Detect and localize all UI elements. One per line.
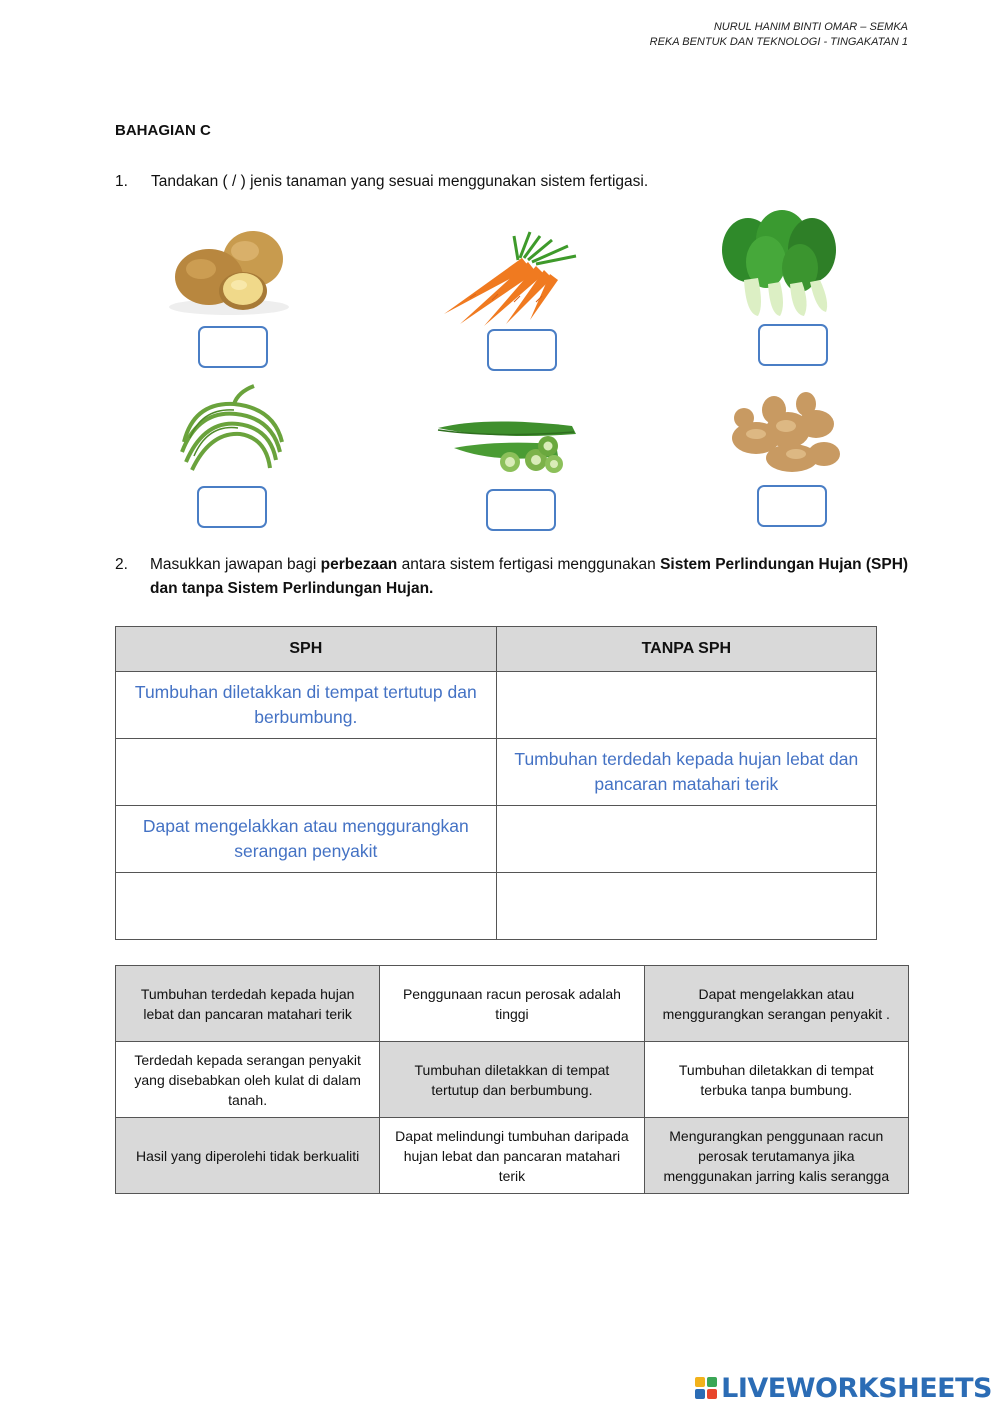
potato-image xyxy=(165,225,293,317)
answer-cell-tanpa-sph[interactable] xyxy=(496,672,876,739)
options-row xyxy=(116,966,909,1042)
answer-options-table xyxy=(115,965,909,1194)
answer-cell-sph[interactable] xyxy=(116,739,497,806)
table-row xyxy=(116,806,877,873)
answer-box-bok-choy[interactable] xyxy=(758,324,828,366)
option-card[interactable]: Tumbuhan diletakkan di tempat tertutup dan berbumbung. xyxy=(380,1042,644,1118)
answer-cell-tanpa-sph[interactable] xyxy=(496,806,876,873)
answer-box-long-bean[interactable] xyxy=(197,486,267,528)
header-author: NURUL HANIM BINTI OMAR – SEMKA xyxy=(713,21,908,33)
difference-table-header xyxy=(116,627,877,672)
header-subject: REKA BENTUK DAN TEKNOLOGI - TINGAKATAN 1 xyxy=(649,36,908,48)
table-row xyxy=(116,739,877,806)
option-card[interactable]: Tumbuhan diletakkan di tempat terbuka tanpa bumbung. xyxy=(644,1042,908,1118)
answer-cell-tanpa-sph[interactable] xyxy=(496,873,876,940)
question-1 xyxy=(115,173,648,191)
answer-cell-sph[interactable]: Tumbuhan diletakkan di tempat tertutup dan berbumbung. xyxy=(116,672,497,739)
long-bean-image xyxy=(174,382,290,480)
option-card[interactable]: Tumbuhan terdedah kepada hujan lebat dan pancaran matahari terik xyxy=(116,966,380,1042)
answer-box-carrot[interactable] xyxy=(487,329,557,371)
document-header xyxy=(650,20,908,50)
section-title: BAHAGIAN C xyxy=(115,122,211,139)
option-card[interactable]: Hasil yang diperolehi tidak berkualiti xyxy=(116,1118,380,1194)
options-row xyxy=(116,1118,909,1194)
answer-cell-sph[interactable] xyxy=(116,873,497,940)
answer-box-potato[interactable] xyxy=(198,326,268,368)
carrot-image xyxy=(440,228,582,328)
question-2-text: Masukkan jawapan bagi perbezaan antara sistem fertigasi menggunakan Sistem Perlindungan Hujan (SPH) dan tanpa Sistem Perlindungan Hujan. xyxy=(150,556,909,597)
question-1-number: 1. xyxy=(115,173,128,190)
okra-image xyxy=(436,416,580,476)
option-card[interactable]: Terdedah kepada serangan penyakit yang disebabkan oleh kulat di dalam tanah. xyxy=(116,1042,380,1118)
answer-box-okra[interactable] xyxy=(486,489,556,531)
question-2 xyxy=(115,553,915,601)
option-card[interactable]: Dapat mengelakkan atau menggurangkan serangan penyakit . xyxy=(644,966,908,1042)
option-card[interactable]: Dapat melindungi tumbuhan daripada hujan lebat dan pancaran matahari terik xyxy=(380,1118,644,1194)
answer-cell-tanpa-sph[interactable]: Tumbuhan terdedah kepada hujan lebat dan pancaran matahari terik xyxy=(496,739,876,806)
answer-box-ginger[interactable] xyxy=(757,485,827,527)
option-card[interactable]: Penggunaan racun perosak adalah tinggi xyxy=(380,966,644,1042)
answer-cell-sph[interactable]: Dapat mengelakkan atau menggurangkan serangan penyakit xyxy=(116,806,497,873)
table-row xyxy=(116,672,877,739)
difference-table xyxy=(115,626,877,940)
ginger-image xyxy=(726,388,844,480)
logo-mark-icon xyxy=(695,1377,717,1399)
table-row xyxy=(116,873,877,940)
bok-choy-image xyxy=(716,206,840,320)
options-row xyxy=(116,1042,909,1118)
liveworksheets-logo xyxy=(695,1373,992,1403)
option-card[interactable]: Mengurangkan penggunaan racun perosak terutamanya jika menggunakan jarring kalis serangga xyxy=(644,1118,908,1194)
logo-text: LIVEWORKSHEETS xyxy=(721,1372,992,1404)
question-1-text: Tandakan ( / ) jenis tanaman yang sesuai menggunakan sistem fertigasi. xyxy=(151,173,649,190)
question-2-number: 2. xyxy=(115,556,128,573)
column-header-sph: SPH xyxy=(116,627,497,672)
column-header-tanpa-sph: TANPA SPH xyxy=(496,627,876,672)
